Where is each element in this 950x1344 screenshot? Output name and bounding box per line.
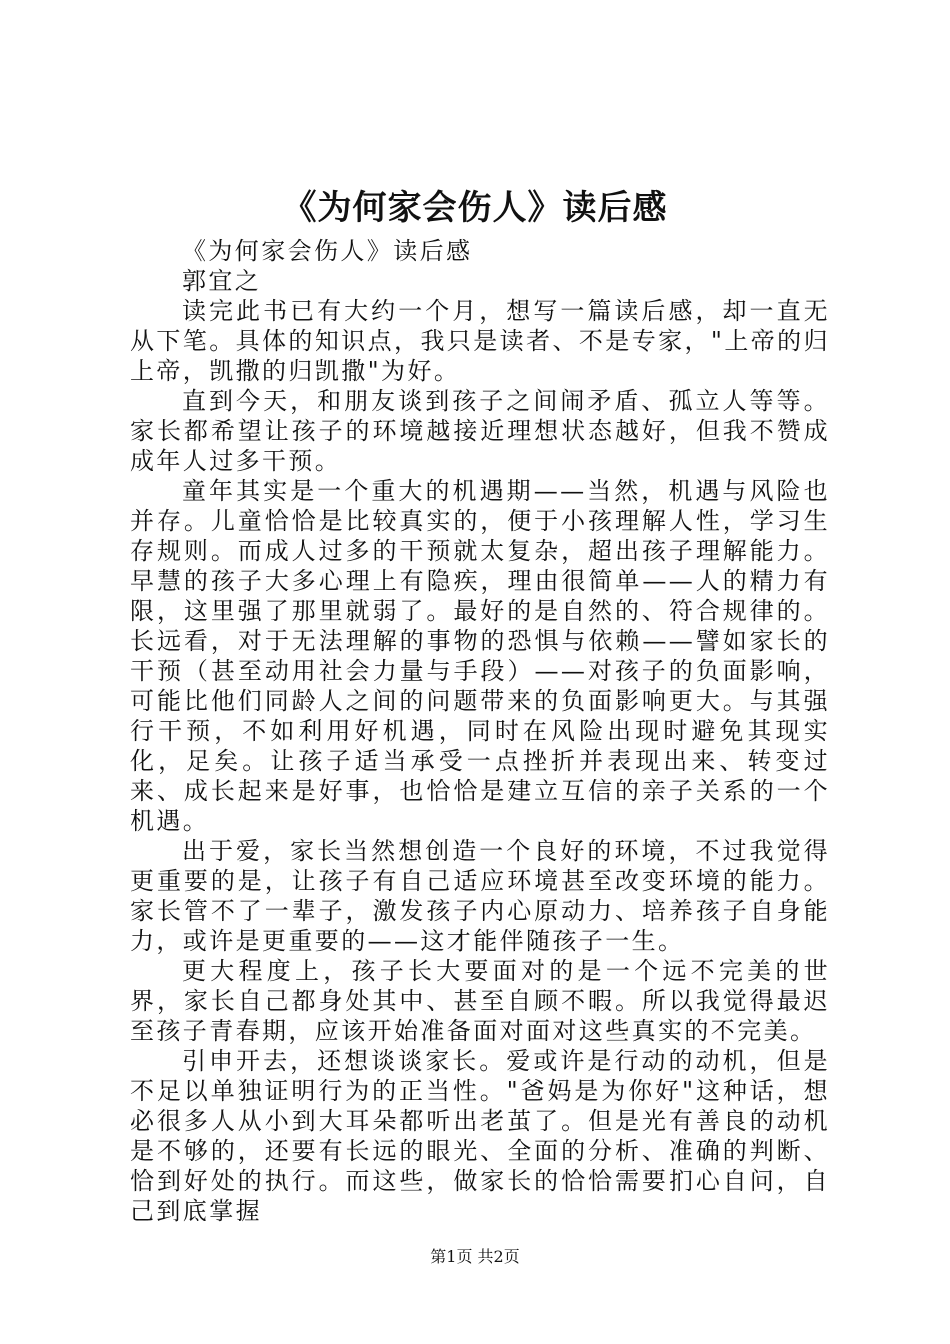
- paragraph-author: 郭宜之: [182, 267, 262, 295]
- paragraph-subtitle: 《为何家会伤人》读后感: [182, 237, 473, 265]
- paragraph: 出于爱，家长当然想创造一个良好的环境，不过我觉得更重要的是，让孩子有自己适应环境甚至改变环境的能力。家长管不了一辈子，激发孩子内心原动力、培养孩子自身能力，或许是更重要的——这才能伴随孩子一生。: [130, 837, 830, 955]
- document-body: [130, 236, 830, 1226]
- paragraph: 引申开去，还想谈谈家长。爱或许是行动的动机，但是不足以单独证明行为的正当性。"爸妈是为你好"这种话，想必很多人从小到大耳朵都听出老茧了。但是光有善良的动机是不够的，还要有长远的眼光、全面的分析、准确的判断、恰到好处的执行。而这些，做家长的恰恰需要扪心自问，自己到底掌握: [130, 1047, 830, 1225]
- paragraph: 直到今天，和朋友谈到孩子之间闹矛盾、孤立人等等。家长都希望让孩子的环境越接近理想状态越好，但我不赞成成年人过多干预。: [130, 387, 830, 475]
- paragraph: 更大程度上，孩子长大要面对的是一个远不完美的世界，家长自己都身处其中、甚至自顾不暇。所以我觉得最迟至孩子青春期，应该开始准备面对面对这些真实的不完美。: [130, 957, 830, 1045]
- paragraph: 读完此书已有大约一个月，想写一篇读后感，却一直无从下笔。具体的知识点，我只是读者、不是专家，"上帝的归上帝，凯撒的归凯撒"为好。: [130, 297, 830, 385]
- page-title: 《为何家会伤人》读后感: [282, 188, 668, 228]
- page-footer: 第1页 共2页: [430, 1247, 520, 1266]
- paragraph: 童年其实是一个重大的机遇期——当然，机遇与风险也并存。儿童恰恰是比较真实的，便于小孩理解人性，学习生存规则。而成人过多的干预就太复杂，超出孩子理解能力。早慧的孩子大多心理上有隐疾，理由很简单——人的精力有限，这里强了那里就弱了。最好的是自然的、符合规律的。长远看，对于无法理解的事物的恐惧与依赖——譬如家长的干预（甚至动用社会力量与手段）——对孩子的负面影响，可能比他们同龄人之间的问题带来的负面影响更大。与其强行干预，不如利用好机遇，同时在风险出现时避免其现实化，足矣。让孩子适当承受一点挫折并表现出来、转变过来、成长起来是好事，也恰恰是建立互信的亲子关系的一个机遇。: [130, 477, 830, 835]
